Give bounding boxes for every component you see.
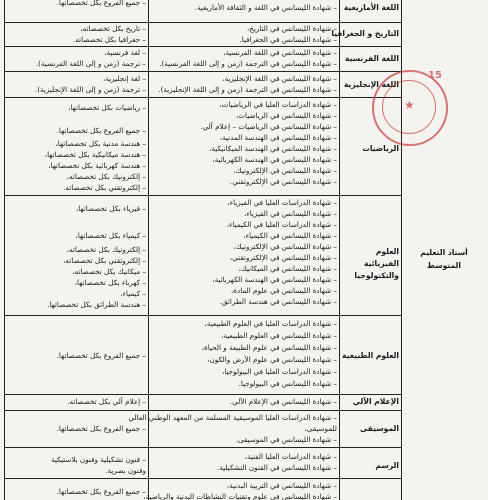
related-line: وفنون بصرية. [105,466,146,475]
degree-line: – شهادة الدراسات العليا في البيولوجيا، [222,367,337,376]
degree-line: – شهادة الليسانس في الفيزياء، [244,209,337,218]
related-line: – رياضيات بكل تخصصاتها، [68,103,146,112]
degree-line: – شهادة الليسانس في التربية البدنية، [226,481,337,490]
related-line: – لغة فرنسية، [104,48,146,57]
degree-line: – شهادة الدراسات العليا في الكيمياء، [226,220,337,229]
subject-cell: العلوم الفيزيائية والتكنولوجيا [354,247,399,280]
subject-cell: اللغة الأمازيغية [343,3,399,12]
degree-line: – شهادة الليسانس في الهندسة المدنية، [219,133,337,142]
column-divider [148,0,149,500]
row-divider [4,394,401,395]
related-line: – جميع الفروع بكل تخصصاتها. [56,487,146,496]
degree-line: – شهادة الليسانس في علوم المادة، [230,286,337,295]
official-stamp-icon [372,70,448,146]
subject-cell: الرياضيات [362,144,399,153]
degree-line: – شهادة الليسانس في الهندسة الكهربائية، [212,275,337,284]
subject-cell: العلوم الطبيعية [342,351,399,360]
related-line: – ميكانيك بكل تخصصاته، [72,267,146,276]
subject-cell: الرسم [375,461,399,470]
related-line: – إلكتروتقني بكل تخصصاته. [63,183,146,192]
related-line: – كيمياء بكل تخصصاتها، [75,231,146,240]
related-line: – كيمياء، [120,289,146,298]
related-line: – فنون تشكيلية وفنون بلاستيكية [51,455,146,464]
subject-cell: الإعلام الآلي [352,397,399,406]
degree-line: – شهادة الليسانس في الهندسة الكهربائية، [212,155,337,164]
row-divider [4,410,401,411]
row-divider [4,71,401,72]
row-divider [4,478,401,479]
row-divider [4,315,401,316]
subject-cell: اللغة الفرنسية [344,54,399,63]
related-line: – هندسة مدنية بكل تخصصاتها، [55,139,146,148]
related-line: – هندسة ميكانيكية بكل تخصصاتها، [44,150,146,159]
row-divider [4,447,401,448]
related-line: – ترجمة (زمن و إلى اللغة الفرنسية). [35,59,146,68]
degree-line: – شهادة الليسانس في الجغرافيا. [239,35,337,44]
related-line: – تاريخ بكل تخصصاته، [80,24,146,33]
degree-line: – شهادة الليسانس في الفنون التشكيلية. [216,463,337,472]
degree-line: – شهادة الليسانس في الرياضيات – إعلام آلي. [200,122,337,131]
degree-line: – شهادة الليسانس في علوم الطبيعة و الحياة، [201,343,337,352]
degree-line: – شهادة الليسانس في هندسة الطرائق. [219,297,337,306]
row-divider [4,97,401,98]
degree-line: – شهادة الليسانس في علوم وتقنيات النشاطات البدنية والرياضية، [143,492,337,500]
related-line: – لغة إنجليزية، [103,74,146,83]
degree-line: – شهادة الليسانس في الموسيقى. [235,435,337,444]
column-divider [339,0,340,500]
related-line: – جميع الفروع بكل تخصصاتها. [56,126,146,135]
related-line: – فيزياء بكل تخصصاتها، [75,204,146,213]
degree-line: – شهادة الليسانس في الترجمة (زمن و إلى اللغة الفرنسية). [159,59,337,68]
degree-line: – شهادة الليسانس في الإلكتروتقني، [229,253,337,262]
related-line: – إعلام آلي بكل تخصصاته. [67,397,146,406]
related-line: – إلكترونيك بكل تخصصاته، [66,172,146,181]
degree-line: – شهادة الليسانس في الترجمة (زمن و إلى اللغة الإنجليزية). [158,85,337,94]
degree-line: – شهادة الليسانس في الإلكترونيك، [233,166,337,175]
star-icon: ★ [404,98,415,112]
degree-line: – شهادة الليسانس في اللغة الإنجليزية، [222,74,337,83]
related-line: – إلكترونيك بكل تخصصاته، [66,245,146,254]
related-line: – كهرباء بكل تخصصاتها، [74,278,146,287]
subject-cell: الموسيقى [359,424,399,433]
degree-line: – شهادة الليسانس في اللغة و الثقافة الأمازيغية. [194,3,337,12]
degree-line: – شهادة الليسانس في الهندسة الميكانيكية، [209,144,337,153]
degree-line: – شهادة الدراسات العليا في الفيزياء، [227,198,337,207]
row-divider [4,195,401,196]
related-line: – جغرافيا بكل تخصصاته. [73,35,146,44]
degree-line: – شهادة الليسانس في العلوم الطبيعية، [221,331,337,340]
related-line: – هندسة كهربائية بكل تخصصاتها، [48,161,146,170]
rank-label: أستاذ التعليم المتوسط [420,248,468,270]
related-line: – ترجمة (زمن و إلى اللغة الإنجليزية). [34,85,146,94]
subject-cell: التاريخ و الجغرافيا [331,29,399,38]
degree-line: – شهادة الليسانس في الإلكتروتقني. [229,177,337,186]
related-line: – جميع الفروع بكل تخصصاتها. [56,0,146,7]
degree-line: – شهادة الليسانس في اللغة الفرنسية، [223,48,337,57]
related-line: – جميع الفروع بكل تخصصاتها. [56,351,146,360]
degree-line: – شهادة الليسانس في الرياضيات، [235,111,337,120]
degree-line: – شهادة الليسانس في الكيمياء، [243,231,337,240]
related-line: – هندسة الطرائق بكل تخصصاتها. [47,300,146,309]
degree-line: – شهادة الليسانس في الإلكترونيك، [233,242,337,251]
degree-line: – شهادة الدراسات العليا في العلوم الطبيعية، [204,319,337,328]
table-border-left [4,0,5,500]
related-line: – إلكتروتقني بكل تخصصاته، [63,256,146,265]
degree-line: – شهادة الليسانس في التاريخ، [246,24,337,33]
degree-line: – شهادة الليسانس في الإعلام الآلي. [229,397,337,406]
related-line: – جميع الفروع بكل تخصصاتها. [56,424,146,433]
degree-line: للموسيقى، [304,424,337,433]
stamp-number: 15 [428,70,442,81]
subject-cell: اللغة الإنجليزية [343,80,399,89]
degree-line: – شهادة الليسانس في علوم الأرض والكون، [207,355,337,364]
degree-line: – شهادة الدراسات العليا في الرياضيات، [219,100,337,109]
degree-line: – شهادة الليسانس في الميكانيك، [238,264,337,273]
degree-line: – شهادة الليسانس في البيولوجيا. [238,379,337,388]
degree-line: – شهادة الدراسات العليا الموسيقية المسلمة من المعهد الوطني العالي [128,413,337,422]
degree-line: – شهادة الدراسات العليا الفنية، [244,452,337,461]
